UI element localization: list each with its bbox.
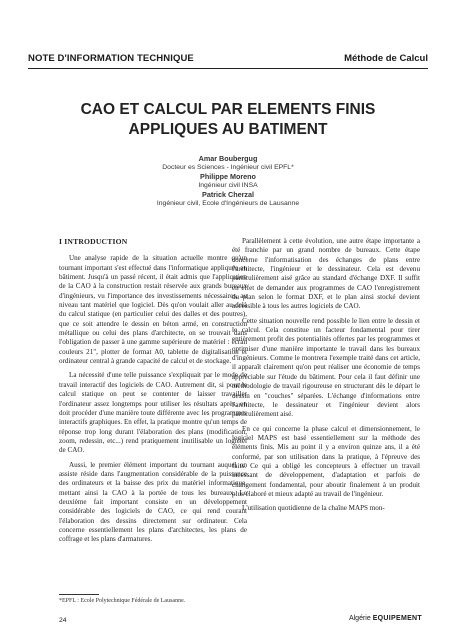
header-rule <box>28 68 428 69</box>
author-name: Patrick Cherzal <box>202 190 254 199</box>
body-paragraph: Une analyse rapide de la situation actuelle montre qu'un tournant important s'est effectué dans l'informatique appliquée au bâtiment. Jusqu'à un passé récent, il était admis que l'application de la CAO à la construction restait réservée aux grands bureaux d'ingénieurs, vu l'importance des investissements nécessaires, au niveau tant matériel que logiciel. Dès qu'on voulait aller au-delà du calcul statique (en particulier celui des dalles et des poutres), que ce soit attendre le dessin en béton armé, en construction métallique ou celui des plans d'architecte, on se trouvait dans l'obligation de passer à une gamme supérieure de matériel : écran couleurs 21", plotter de format A0, tablette de digitalisation et ordinateur central à grande capacité de calcul et de stockage. <box>59 254 247 366</box>
section-label: NOTE D'INFORMATION TECHNIQUE <box>28 53 194 64</box>
section-heading: I INTRODUCTION <box>59 237 128 246</box>
author-role: Ingénieur civil, Ecole d'Ingénieurs de Lausanne <box>156 200 300 207</box>
journal-name <box>349 615 422 622</box>
footnote-rule <box>59 594 99 595</box>
body-paragraph: La nécessité d'une telle puissance s'expliquait par le mode de travail interactif des logiciels de CAO. Autrement dit, si pour le calcul statique on peut se contenter de laisser travailler l'ordinateur assez longtemps pour utiliser les résultats après, on doit procéder d'une manière toute différente avec les programmes interactifs graphiques. En effet, la pratique montre qu'un temps de réponse trop long durant l'élaboration des plans (modification, zoom, redessin, etc...) rend pratiquement inutilisable un logiciel de CAO. <box>59 371 247 455</box>
article-title-line-2: APPLIQUES AU BATIMENT <box>128 121 328 138</box>
body-paragraph: Cette situation nouvelle rend possible le lien entre le dessin et le calcul. Cela constitue un facteur fondamental pour tirer entièrement profit des potentialités offertes par les programmes et optimiser d'une manière importante le travail dans les bureaux d'ingénieurs. Comme le montrera l'exemple traité dans cet article, il apparaît clairement qu'on peut réaliser une économie de temps appréciable sur l'étude du bâtiment. Pour cela il faut définir une méthodologie de travail rigoureuse en structurant dès le départ le dessin en "couches" séparées. L'échange d'informations entre l'architecte, le dessinateur et l'ingénieur devient alors particulièrement aisé. <box>232 316 420 419</box>
journal-title: EQUIPEMENT <box>372 615 422 622</box>
body-paragraph: L'utilisation quotidienne de la chaîne MAPS mon- <box>242 504 385 513</box>
author-name: Philippe Moreno <box>200 172 256 181</box>
left-text-column <box>59 237 247 550</box>
author-role: Ingénieur civil INSA <box>198 182 258 189</box>
right-text-column <box>232 237 420 519</box>
page-header <box>28 52 428 68</box>
article-title-line-1: CAO ET CALCUL PAR ELEMENTS FINIS <box>80 101 376 118</box>
category-label: Méthode de Calcul <box>344 53 428 64</box>
body-paragraph: En ce qui concerne la phase calcul et dimensionnement, le logiciel MAPS est basé essentiellement sur la méthode des éléments finis. Mis au point il y a environ quinze ans, il a été conformé, par son utilisation dans la pratique, à l'épreuve des faits. Ce qui a obligé les concepteurs à effectuer un travail incessant de développement, d'adaptation et parfois de changement fondamental, pour aboutir finalement à un produit plus élaboré et mieux adapté au travail de l'ingénieur. <box>232 424 420 498</box>
body-paragraph: Parallèlement à cette évolution, une autre étape importante a été franchie par un grand nombre de bureaux. Cette étape concerne l'informatisation des échanges de plans entre l'architecte, l'ingénieur et le dessinateur. Cela est devenu particulièrement aisé grâce au standard d'échange DXF. Il suffit en effet de demander aux programmes de CAO l'enregistrement du plan selon le format DXF, et le plan ainsi stocké devient accessible à tous les autres logiciels de CAO. <box>232 237 420 311</box>
footnote: *EPFL : Ecole Polytechnique Fédérale de Lausanne. <box>59 598 186 604</box>
page-number: 24 <box>59 617 67 624</box>
author-block <box>28 154 428 208</box>
body-paragraph: Aussi, le premier élément important du tournant auquel on assiste réside dans l'augmentation considérable de la puissance des ordinateurs et la baisse des prix du matériel informatique, mettant ainsi la CAO à la portée de tous les bureaux. Le deuxième fait important consiste en un développement considérable des logiciels de CAO, ce qui rend courant l'élaboration des dessins directement sur ordinateur. Cela concerne essentiellement les plans d'architectes, les plans de coffrage et les plans d'armatures. <box>59 460 247 544</box>
author-name: Amar Boubergug <box>198 154 258 163</box>
author-role: Docteur es Sciences - Ingénieur civil EPFL* <box>162 164 294 171</box>
journal-prefix: Algérie <box>348 615 371 622</box>
